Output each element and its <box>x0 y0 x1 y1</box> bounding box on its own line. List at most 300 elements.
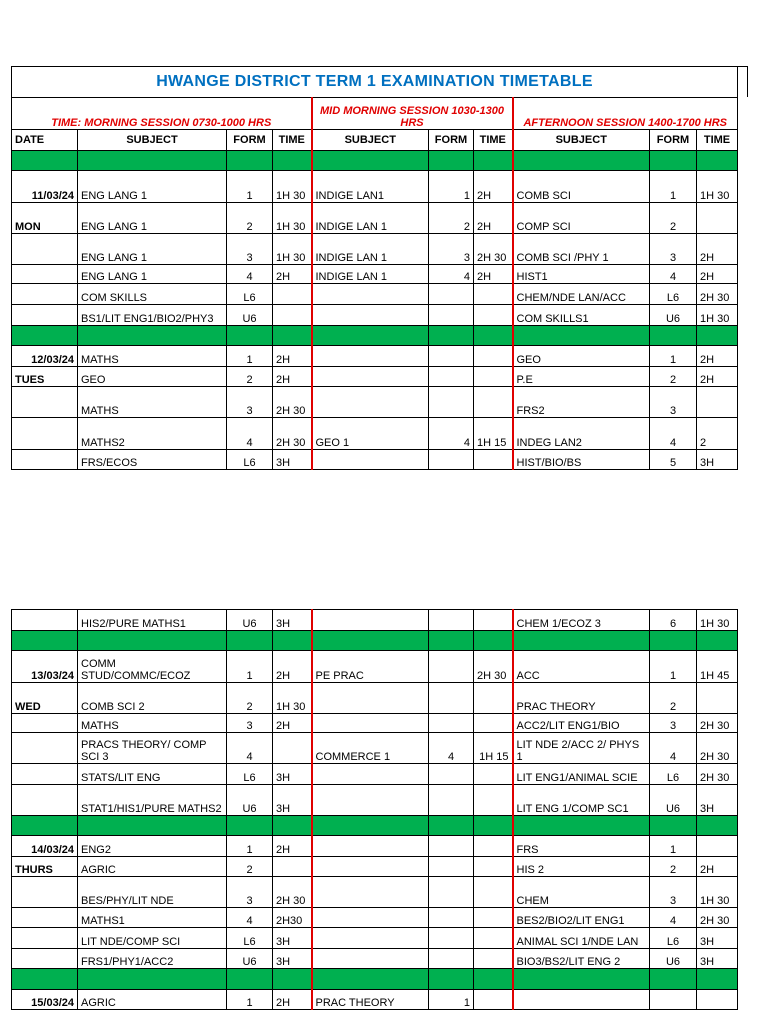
time-cell: 1H 30 <box>273 203 312 234</box>
form-cell <box>429 836 474 857</box>
time-cell: 2H <box>273 651 312 683</box>
date-cell <box>12 714 78 733</box>
subject-cell <box>312 857 429 877</box>
form-cell: L6 <box>227 928 273 949</box>
time-cell: 3H <box>697 928 738 949</box>
time-cell: 3H <box>697 949 738 969</box>
time-cell: 2H 30 <box>697 764 738 785</box>
time-cell: 2H 30 <box>697 284 738 305</box>
date-cell <box>12 928 78 949</box>
date-cell <box>12 265 78 284</box>
table-row <box>12 367 738 387</box>
time-cell <box>474 367 513 387</box>
divider-cell <box>312 326 429 346</box>
time-cell <box>273 305 312 326</box>
subject-cell <box>312 764 429 785</box>
form-cell <box>429 367 474 387</box>
subject-cell <box>312 284 429 305</box>
divider-cell <box>78 969 227 990</box>
divider-cell <box>513 631 650 651</box>
subject-cell: INDIGE LAN 1 <box>312 234 429 265</box>
divider-cell <box>697 326 738 346</box>
form-cell: 3 <box>650 387 697 418</box>
time-cell: 2H <box>273 836 312 857</box>
form-cell <box>429 284 474 305</box>
subject-cell: MATHS1 <box>78 908 227 928</box>
time-cell: 2H 30 <box>697 714 738 733</box>
subject-cell: HIST/BIO/BS <box>513 450 650 470</box>
table-row <box>12 990 738 1010</box>
subject-cell: INDIGE LAN1 <box>312 171 429 203</box>
table-row <box>12 234 738 265</box>
subject-cell: CHEM/NDE LAN/ACC <box>513 284 650 305</box>
subject-cell: COMMERCE 1 <box>312 733 429 764</box>
date-cell: THURS <box>12 857 78 877</box>
subject-cell: PRAC THEORY <box>513 683 650 714</box>
form-cell: 1 <box>429 171 474 203</box>
form-cell: 3 <box>227 714 273 733</box>
form-cell: 6 <box>650 610 697 631</box>
subject-cell: AGRIC <box>78 990 227 1010</box>
form-cell: 1 <box>650 171 697 203</box>
divider-cell <box>474 631 513 651</box>
form-cell: 4 <box>650 418 697 450</box>
divider-cell <box>429 151 474 171</box>
divider-cell <box>78 151 227 171</box>
divider-cell <box>273 151 312 171</box>
day-divider-row <box>12 326 738 346</box>
subject-cell <box>312 877 429 908</box>
time-cell: 2H 30 <box>273 877 312 908</box>
form-cell: U6 <box>650 305 697 326</box>
morning-session-label: TIME: MORNING SESSION 0730-1000 HRS <box>12 98 312 130</box>
time-cell: 2H <box>697 367 738 387</box>
subject-cell: COMP SCI <box>513 203 650 234</box>
time-cell <box>474 610 513 631</box>
time-cell: 2H <box>273 714 312 733</box>
date-cell: MON <box>12 203 78 234</box>
time-cell: 2H 30 <box>474 234 513 265</box>
divider-cell <box>12 816 78 836</box>
divider-cell <box>429 326 474 346</box>
timetable-page-1 <box>11 66 738 470</box>
time-cell: 2H 30 <box>273 387 312 418</box>
time-cell: 2H 30 <box>697 733 738 764</box>
form-cell: 1 <box>650 651 697 683</box>
divider-cell <box>697 816 738 836</box>
form-cell <box>429 610 474 631</box>
date-cell: 12/03/24 <box>12 346 78 367</box>
table-row <box>12 836 738 857</box>
day-divider-row <box>12 969 738 990</box>
subject-cell <box>312 305 429 326</box>
form-cell: 4 <box>650 265 697 284</box>
subject-cell: ENG LANG 1 <box>78 234 227 265</box>
divider-cell <box>78 326 227 346</box>
form-cell <box>429 908 474 928</box>
divider-cell <box>513 816 650 836</box>
divider-cell <box>12 326 78 346</box>
subject-cell: HIS2/PURE MATHS1 <box>78 610 227 631</box>
time-cell: 3H <box>273 928 312 949</box>
time-cell: 3H <box>273 785 312 816</box>
header-time-morning: TIME <box>273 130 312 151</box>
subject-cell: GEO <box>78 367 227 387</box>
time-cell: 2H <box>697 265 738 284</box>
time-cell: 3H <box>273 450 312 470</box>
date-cell <box>12 418 78 450</box>
date-cell: 15/03/24 <box>12 990 78 1010</box>
form-cell <box>650 990 697 1010</box>
subject-cell: AGRIC <box>78 857 227 877</box>
subject-cell: BS1/LIT ENG1/BIO2/PHY3 <box>78 305 227 326</box>
divider-cell <box>227 816 273 836</box>
form-cell <box>429 764 474 785</box>
form-cell: 2 <box>227 683 273 714</box>
subject-cell: COMB SCI 2 <box>78 683 227 714</box>
time-cell <box>474 990 513 1010</box>
subject-cell: FRS <box>513 836 650 857</box>
time-cell: 2H <box>697 234 738 265</box>
form-cell: 2 <box>227 203 273 234</box>
time-cell: 2H <box>697 857 738 877</box>
time-cell <box>697 203 738 234</box>
subject-cell: HIST1 <box>513 265 650 284</box>
time-cell: 2H <box>273 367 312 387</box>
subject-cell: ANIMAL SCI 1/NDE LAN <box>513 928 650 949</box>
table-row <box>12 305 738 326</box>
form-cell <box>429 785 474 816</box>
form-cell <box>429 450 474 470</box>
divider-cell <box>697 969 738 990</box>
time-cell <box>474 857 513 877</box>
divider-cell <box>312 151 429 171</box>
subject-cell: FRS2 <box>513 387 650 418</box>
date-cell: TUES <box>12 367 78 387</box>
table-row <box>12 651 738 683</box>
divider-cell <box>273 326 312 346</box>
time-cell: 1H 30 <box>273 683 312 714</box>
form-cell: U6 <box>227 305 273 326</box>
subject-cell: LIT NDE 2/ACC 2/ PHYS 1 <box>513 733 650 764</box>
form-cell: L6 <box>227 284 273 305</box>
subject-cell: MATHS <box>78 346 227 367</box>
time-cell <box>697 990 738 1010</box>
form-cell <box>429 949 474 969</box>
form-cell: U6 <box>227 785 273 816</box>
date-cell <box>12 877 78 908</box>
date-cell <box>12 733 78 764</box>
time-cell: 2H30 <box>273 908 312 928</box>
divider-cell <box>474 326 513 346</box>
subject-cell: ENG2 <box>78 836 227 857</box>
form-cell: 3 <box>227 234 273 265</box>
time-cell <box>273 733 312 764</box>
time-cell <box>474 305 513 326</box>
subject-cell: CHEM 1/ECOZ 3 <box>513 610 650 631</box>
divider-cell <box>650 631 697 651</box>
form-cell: U6 <box>227 610 273 631</box>
form-cell: L6 <box>650 928 697 949</box>
subject-cell: ENG LANG 1 <box>78 171 227 203</box>
day-divider-row <box>12 151 738 171</box>
header-time-mid: TIME <box>474 130 513 151</box>
table-row <box>12 346 738 367</box>
time-cell: 2 <box>697 418 738 450</box>
subject-cell: INDEG LAN2 <box>513 418 650 450</box>
time-cell: 3H <box>697 785 738 816</box>
time-cell: 2H 30 <box>273 418 312 450</box>
date-cell <box>12 610 78 631</box>
subject-cell <box>312 949 429 969</box>
time-cell: 3H <box>273 949 312 969</box>
subject-cell: COM SKILLS1 <box>513 305 650 326</box>
subject-cell <box>312 367 429 387</box>
form-cell: 1 <box>227 346 273 367</box>
time-cell <box>273 857 312 877</box>
time-cell <box>474 836 513 857</box>
form-cell: 1 <box>650 836 697 857</box>
subject-cell: BES/PHY/LIT NDE <box>78 877 227 908</box>
time-cell <box>474 785 513 816</box>
time-cell <box>474 346 513 367</box>
subject-cell: MATHS <box>78 714 227 733</box>
header-time-afternoon: TIME <box>697 130 738 151</box>
time-cell: 2H <box>474 171 513 203</box>
subject-cell: ACC2/LIT ENG1/BIO <box>513 714 650 733</box>
time-cell: 1H 30 <box>697 171 738 203</box>
date-cell <box>12 450 78 470</box>
form-cell: L6 <box>650 764 697 785</box>
page-title: HWANGE DISTRICT TERM 1 EXAMINATION TIMETABLE <box>12 67 738 98</box>
form-cell: 4 <box>429 265 474 284</box>
form-cell: 2 <box>227 857 273 877</box>
form-cell: 2 <box>650 857 697 877</box>
divider-cell <box>650 151 697 171</box>
form-cell: 1 <box>429 990 474 1010</box>
subject-cell: ENG LANG 1 <box>78 265 227 284</box>
form-cell: L6 <box>650 284 697 305</box>
divider-cell <box>227 969 273 990</box>
table-row <box>12 857 738 877</box>
time-cell: 1H 30 <box>697 305 738 326</box>
table-row <box>12 733 738 764</box>
form-cell: 4 <box>429 418 474 450</box>
date-cell <box>12 908 78 928</box>
time-cell <box>474 764 513 785</box>
table-row <box>12 418 738 450</box>
time-cell: 1H 30 <box>273 234 312 265</box>
divider-cell <box>650 969 697 990</box>
subject-cell: FRS/ECOS <box>78 450 227 470</box>
header-subject-morning: SUBJECT <box>78 130 227 151</box>
subject-cell: MATHS2 <box>78 418 227 450</box>
subject-cell: INDIGE LAN 1 <box>312 203 429 234</box>
time-cell <box>474 928 513 949</box>
divider-cell <box>312 816 429 836</box>
form-cell: 1 <box>227 171 273 203</box>
subject-cell: STATS/LIT ENG <box>78 764 227 785</box>
subject-cell: COMM STUD/COMMC/ECOZ <box>78 651 227 683</box>
form-cell <box>429 857 474 877</box>
subject-cell: MATHS <box>78 387 227 418</box>
subject-cell: BIO3/BS2/LIT ENG 2 <box>513 949 650 969</box>
time-cell <box>474 949 513 969</box>
divider-cell <box>273 816 312 836</box>
form-cell <box>429 387 474 418</box>
form-cell: 4 <box>227 733 273 764</box>
subject-cell: INDIGE LAN 1 <box>312 265 429 284</box>
form-cell: 4 <box>650 733 697 764</box>
subject-cell: LIT NDE/COMP SCI <box>78 928 227 949</box>
time-cell <box>697 683 738 714</box>
subject-cell: COMB SCI <box>513 171 650 203</box>
table-row <box>12 949 738 969</box>
divider-cell <box>513 326 650 346</box>
form-cell <box>429 651 474 683</box>
subject-cell: GEO 1 <box>312 418 429 450</box>
subject-cell <box>312 387 429 418</box>
date-cell <box>12 305 78 326</box>
subject-cell: LIT ENG1/ANIMAL SCIE <box>513 764 650 785</box>
date-cell: 14/03/24 <box>12 836 78 857</box>
divider-cell <box>273 631 312 651</box>
time-cell: 1H 15 <box>474 733 513 764</box>
day-divider-row <box>12 631 738 651</box>
time-cell: 1H 45 <box>697 651 738 683</box>
table-row <box>12 764 738 785</box>
form-cell: 4 <box>227 908 273 928</box>
header-form-afternoon: FORM <box>650 130 697 151</box>
subject-cell: HIS 2 <box>513 857 650 877</box>
subject-cell: ENG LANG 1 <box>78 203 227 234</box>
time-cell <box>474 908 513 928</box>
divider-cell <box>429 969 474 990</box>
divider-cell <box>474 969 513 990</box>
form-cell: 4 <box>227 418 273 450</box>
subject-cell: STAT1/HIS1/PURE MATHS2 <box>78 785 227 816</box>
time-cell: 2H <box>273 265 312 284</box>
date-cell <box>12 764 78 785</box>
date-cell <box>12 234 78 265</box>
form-cell: 4 <box>650 908 697 928</box>
divider-cell <box>227 151 273 171</box>
subject-cell: FRS1/PHY1/ACC2 <box>78 949 227 969</box>
form-cell: 3 <box>429 234 474 265</box>
subject-cell: CHEM <box>513 877 650 908</box>
subject-cell: COM SKILLS <box>78 284 227 305</box>
subject-cell <box>513 990 650 1010</box>
form-cell: 3 <box>227 877 273 908</box>
subject-cell: ACC <box>513 651 650 683</box>
form-cell: 1 <box>227 836 273 857</box>
subject-cell <box>312 836 429 857</box>
form-cell: 3 <box>227 387 273 418</box>
divider-cell <box>650 816 697 836</box>
time-cell: 1H 30 <box>273 171 312 203</box>
divider-cell <box>12 631 78 651</box>
divider-cell <box>227 326 273 346</box>
subject-cell <box>312 610 429 631</box>
form-cell: U6 <box>650 785 697 816</box>
date-cell: 11/03/24 <box>12 171 78 203</box>
subject-cell: BES2/BIO2/LIT ENG1 <box>513 908 650 928</box>
form-cell: 1 <box>227 990 273 1010</box>
time-cell <box>273 284 312 305</box>
timetable-page-2 <box>11 609 738 1010</box>
divider-cell <box>697 631 738 651</box>
date-cell: WED <box>12 683 78 714</box>
time-cell: 3H <box>697 450 738 470</box>
divider-cell <box>12 151 78 171</box>
divider-cell <box>12 969 78 990</box>
time-cell: 3H <box>273 764 312 785</box>
divider-cell <box>513 969 650 990</box>
divider-cell <box>474 151 513 171</box>
divider-cell <box>227 631 273 651</box>
date-cell: 13/03/24 <box>12 651 78 683</box>
time-cell: 2H <box>474 203 513 234</box>
header-subject-mid: SUBJECT <box>312 130 429 151</box>
table-row <box>12 714 738 733</box>
form-cell <box>429 928 474 949</box>
header-subject-afternoon: SUBJECT <box>513 130 650 151</box>
time-cell <box>474 387 513 418</box>
form-cell: 3 <box>650 877 697 908</box>
date-cell <box>12 785 78 816</box>
subject-cell: GEO <box>513 346 650 367</box>
time-cell: 3H <box>273 610 312 631</box>
subject-cell <box>312 714 429 733</box>
form-cell: 2 <box>650 367 697 387</box>
form-cell <box>429 683 474 714</box>
time-cell: 2H <box>273 990 312 1010</box>
header-form-morning: FORM <box>227 130 273 151</box>
header-form-mid: FORM <box>429 130 474 151</box>
divider-cell <box>78 816 227 836</box>
form-cell <box>429 877 474 908</box>
table-row <box>12 284 738 305</box>
table-row <box>12 928 738 949</box>
subject-cell: PRAC THEORY <box>312 990 429 1010</box>
table-row <box>12 683 738 714</box>
form-cell: 2 <box>650 683 697 714</box>
table-row <box>12 450 738 470</box>
divider-cell <box>273 969 312 990</box>
divider-cell <box>429 816 474 836</box>
form-cell: L6 <box>227 450 273 470</box>
time-cell <box>697 387 738 418</box>
date-cell <box>12 949 78 969</box>
form-cell: 2 <box>650 203 697 234</box>
form-cell: 2 <box>429 203 474 234</box>
form-cell: U6 <box>227 949 273 969</box>
divider-cell <box>312 969 429 990</box>
table-row <box>12 387 738 418</box>
form-cell: 2 <box>227 367 273 387</box>
time-cell: 1H 30 <box>697 877 738 908</box>
divider-cell <box>78 631 227 651</box>
subject-cell: P.E <box>513 367 650 387</box>
time-cell: 2H 30 <box>474 651 513 683</box>
date-cell <box>12 387 78 418</box>
time-cell <box>474 877 513 908</box>
mid-session-label: MID MORNING SESSION 1030-1300 HRS <box>312 98 513 130</box>
time-cell: 2H <box>474 265 513 284</box>
divider-cell <box>513 151 650 171</box>
table-row <box>12 785 738 816</box>
time-cell: 2H <box>697 346 738 367</box>
